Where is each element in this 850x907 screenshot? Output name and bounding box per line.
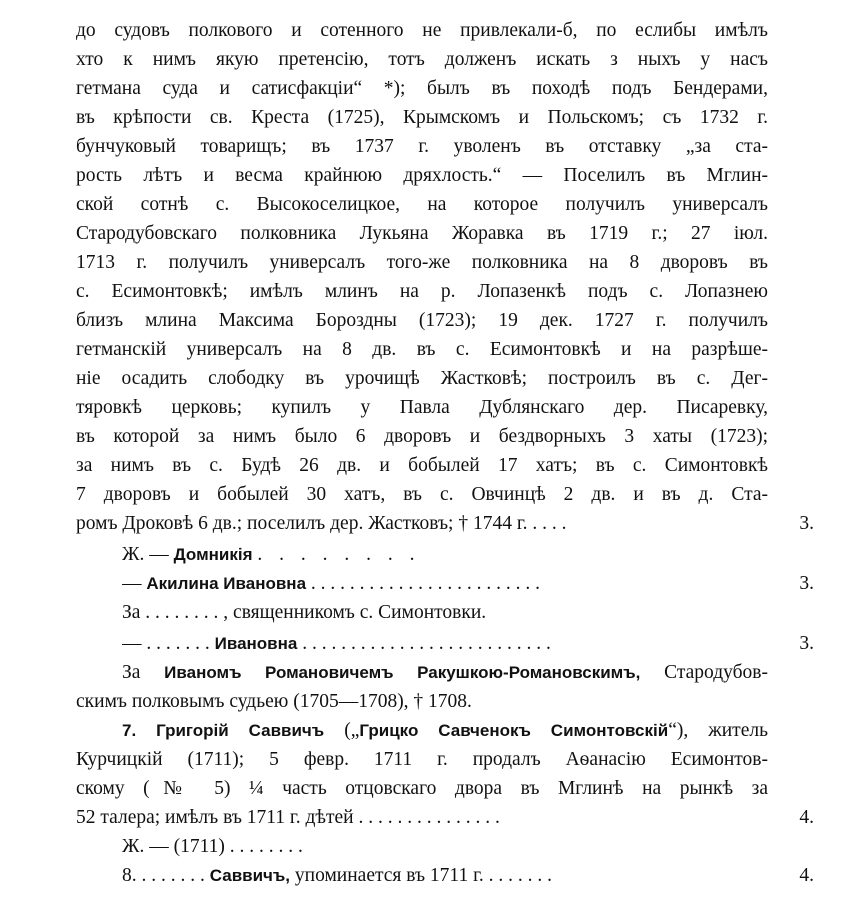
text-line: 7 дворовъ и бобылей 30 хатъ, въ с. Овчинцѣ 2 дв. и въ д. Ста- bbox=[76, 484, 768, 505]
text-line: рость лѣтъ и весма крайнюю дряхлость.“ — Поселилъ въ Мглин- bbox=[76, 165, 768, 186]
genealogy-entry: Ж. — (1711) . . . . . . . . bbox=[122, 836, 303, 857]
quote-close: “), житель bbox=[668, 720, 768, 741]
text-line: гетмана суда и сатисфакціи“ *); былъ въ походѣ подъ Бендерами, bbox=[76, 78, 768, 99]
genealogy-entry bbox=[122, 861, 768, 891]
page-ref: 3. bbox=[799, 573, 814, 594]
text-line: за нимъ въ с. Будѣ 26 дв. и бобылей 17 хатъ; въ с. Симонтовкѣ bbox=[76, 455, 768, 476]
genealogy-entry bbox=[122, 629, 768, 659]
text-line: скимъ полковымъ судьею (1705—1708), † 1708. bbox=[76, 691, 472, 712]
text-line: въ крѣпости св. Креста (1725), Крымскомъ и Польскомъ; съ 1732 г. bbox=[76, 107, 768, 128]
entry-prefix: 8. . . . . . . . bbox=[122, 865, 210, 886]
text-line: 52 талера; имѣлъ въ 1711 г. дѣтей . . . . . . . . . . . . . . . bbox=[76, 807, 500, 828]
text-line: ромъ Дроковѣ 6 дв.; поселилъ дер. Жастковъ; † 1744 г. . . . . bbox=[76, 513, 567, 534]
text-line: гетманскій универсалъ на 8 дв. въ с. Есимонтовкѣ и на разрѣше- bbox=[76, 339, 768, 360]
text-line: 1713 г. получилъ универсалъ того-же полковника на 8 дворовъ въ bbox=[76, 252, 768, 273]
entry-suffix: Стародубов- bbox=[640, 662, 768, 683]
genealogy-entry bbox=[122, 716, 768, 746]
person-name: Домникія bbox=[173, 545, 253, 564]
text-line: Курчицкій (1711); 5 февр. 1711 г. продалъ Аѳанасію Есимонтов- bbox=[76, 749, 768, 770]
leader-dots: . . . . . . . . . . . . . . . . . . . . . . . . bbox=[310, 573, 541, 594]
genealogy-entry bbox=[122, 540, 768, 570]
leader-dots: . . . . . . . . bbox=[257, 544, 421, 565]
text-line: тяровкѣ церковь; купилъ у Павла Дублянскаго дер. Писаревку, bbox=[76, 397, 768, 418]
text-line: въ которой за нимъ было 6 дворовъ и бездворныхъ 3 хаты (1723); bbox=[76, 426, 768, 447]
person-name: Саввичъ, bbox=[209, 866, 291, 885]
entry-suffix: упоминается въ 1711 г. . . . . . . . bbox=[290, 865, 553, 886]
genealogy-entry bbox=[122, 569, 768, 599]
entry-prefix: — bbox=[122, 573, 147, 594]
genealogy-entry: За . . . . . . . . , священникомъ с. Симонтовки. bbox=[122, 602, 487, 623]
page-ref: 4. bbox=[799, 807, 814, 828]
text-line: хто к нимъ якую претенсію, тотъ долженъ искать з ныхъ у насъ bbox=[76, 49, 768, 70]
page-ref: 3. bbox=[799, 513, 814, 534]
person-name: Акилина Ивановна bbox=[146, 574, 307, 593]
page-ref: 3. bbox=[799, 633, 814, 654]
page-ref: 4. bbox=[799, 865, 814, 886]
person-name: Ивановна bbox=[214, 634, 298, 653]
text-line: близъ млина Максима Бороздны (1723); 19 дек. 1727 г. получилъ bbox=[76, 310, 768, 331]
entry-prefix: За bbox=[122, 662, 165, 683]
text-line: ской сотнѣ с. Высокоселицкое, на которое получилъ универсалъ bbox=[76, 194, 768, 215]
entry-prefix: Ж. — bbox=[122, 544, 174, 565]
text-line: бунчуковый товарищъ; въ 1737 г. уволенъ въ отставку „за ста- bbox=[76, 136, 768, 157]
person-name: Григорій Саввичъ bbox=[156, 721, 325, 740]
quote-open: („ bbox=[324, 720, 360, 741]
genealogy-entry bbox=[122, 658, 768, 688]
text-line: до судовъ полкового и сотенного не привлекали-б, по еслибы имѣлъ bbox=[76, 20, 768, 41]
text-line: скому (№ 5) ¼ часть отцовскаго двора въ Мглинѣ на рынкѣ за bbox=[76, 778, 768, 799]
entry-number: 7. bbox=[122, 721, 157, 740]
leader-dots: . . . . . . . . . . . . . . . . . . . . . . . . . . bbox=[302, 633, 551, 654]
entry-prefix: — . . . . . . . bbox=[122, 633, 215, 654]
person-name: Иваномъ Романовичемъ Ракушкою-Романовскимъ, bbox=[164, 663, 641, 682]
text-line: с. Есимонтовкѣ; имѣлъ млинъ на р. Лопазенкѣ подъ с. Лопазнею bbox=[76, 281, 768, 302]
text-line: Стародубовскаго полковника Лукьяна Жоравка въ 1719 г.; 27 іюл. bbox=[76, 223, 768, 244]
person-alias: Грицко Савченокъ Симонтовскій bbox=[359, 721, 669, 740]
text-line: ніе осадить слободку въ урочищѣ Жастковѣ; построилъ въ с. Дег- bbox=[76, 368, 768, 389]
